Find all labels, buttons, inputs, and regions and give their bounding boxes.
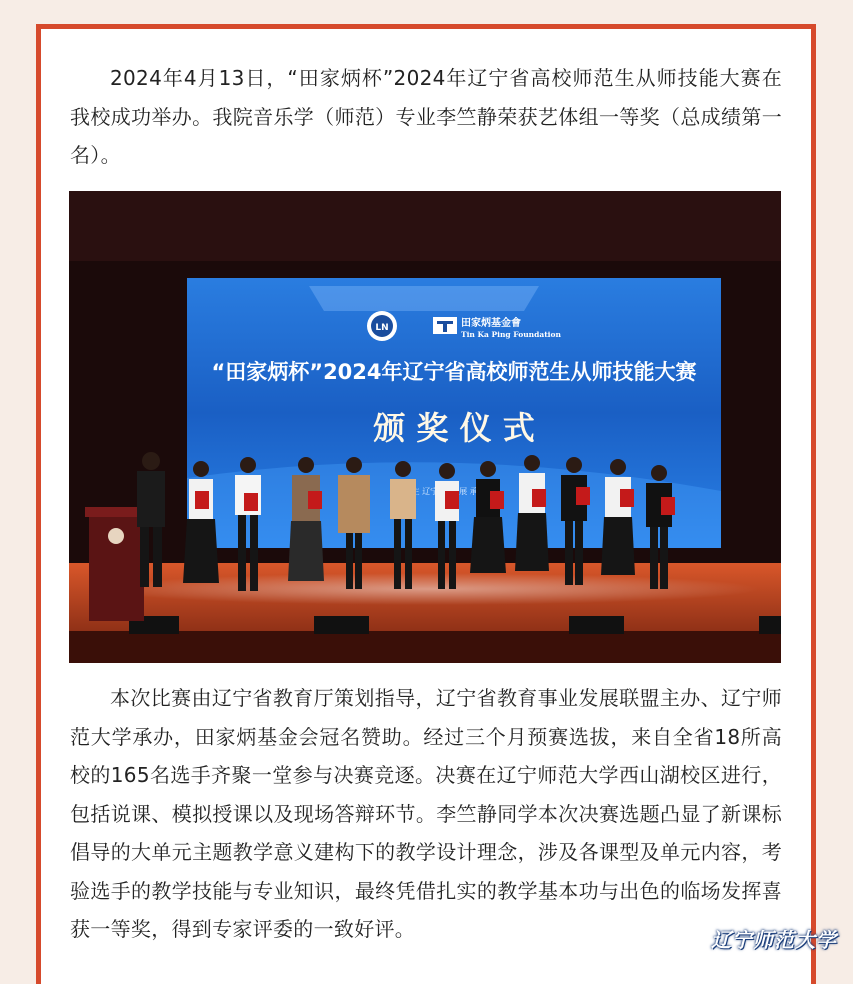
svg-text:LN: LN	[375, 323, 389, 333]
screen-footer: 辽宁 展 承	[422, 487, 478, 496]
award-ceremony-photo	[69, 191, 781, 663]
screen-title: “田家炳杯”2024年辽宁省高校师范生从师技能大赛	[211, 360, 697, 384]
article-paragraph-details: 本次比赛由辽宁省教育厅策划指导，辽宁省教育事业发展联盟主办、辽宁师范大学承办，田家炳基金会冠名赞助。经过三个月预赛选拔，来自全省18所高校的165名选手齐聚一堂参与决赛竞逐。决赛在辽宁师范大学西山湖校区进行，包括说课、模拟授课以及现场答辩环节。李竺静同学本次决赛选题凸显了新课标倡导的大单元主题教学意义建构下的教学设计理念，涉及各课型及单元内容，考验选手的教学技能与专业知识，最终凭借扎实的教学基本功与出色的临场发挥喜获一等奖，得到专家评委的一致好评。	[70, 686, 782, 941]
foundation-name-cn: 田家炳基金會	[461, 318, 521, 329]
foundation-logo-icon	[433, 317, 457, 334]
screen-subtitle: 颁 奖 仪 式	[373, 409, 535, 447]
foundation-name-en: Tin Ka Ping Foundation	[461, 330, 561, 339]
university-logo-icon	[367, 311, 397, 341]
article-paragraph-intro: 2024年4月13日，“田家炳杯”2024年辽宁省高校师范生从师技能大赛在我校成功举办。我院音乐学（师范）专业李竺静荣获艺体组一等奖（总成绩第一名）。	[70, 66, 782, 167]
watermark: 辽宁师范大学	[711, 928, 837, 952]
